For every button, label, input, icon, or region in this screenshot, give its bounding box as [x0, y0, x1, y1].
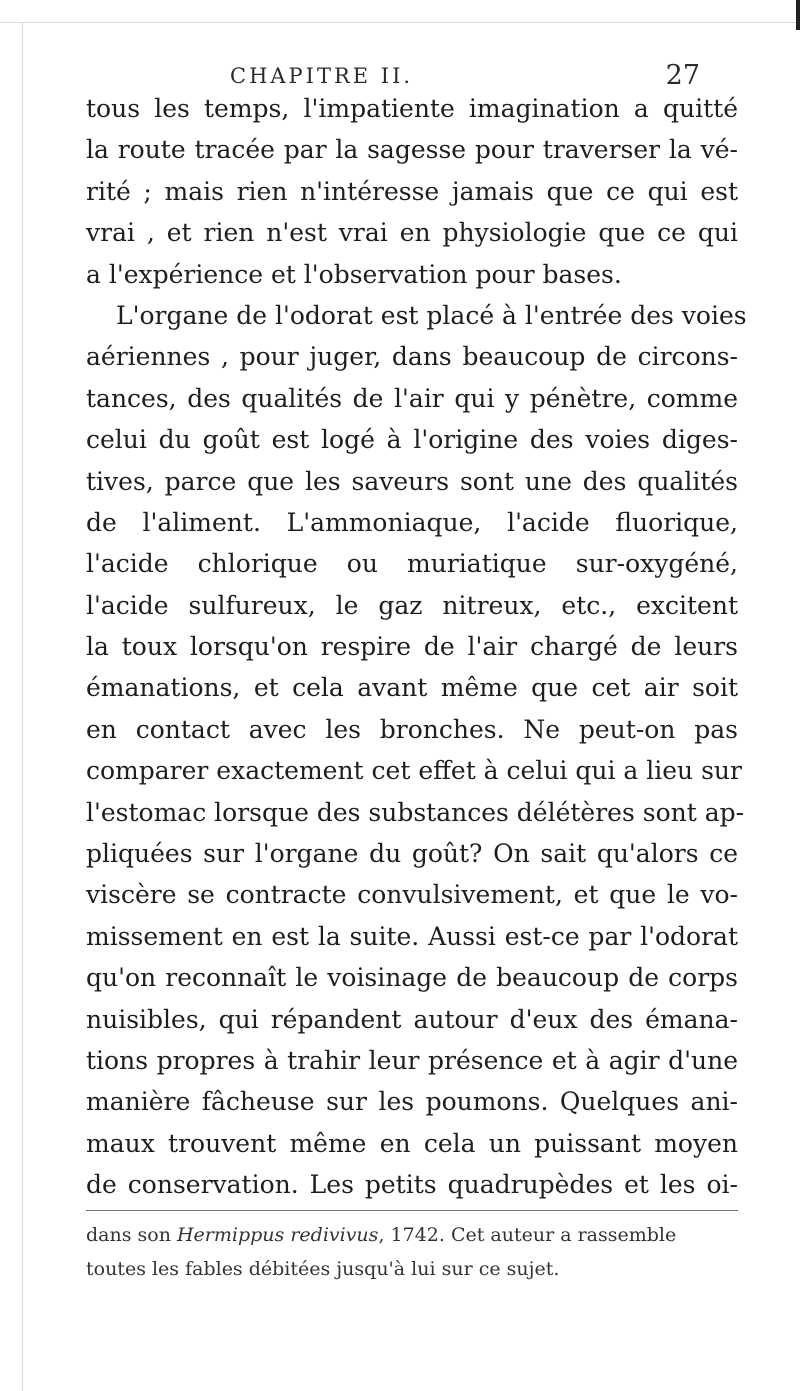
text-line: aériennes , pour juger, dans beaucoup de circons- [86, 342, 738, 372]
text-line: viscère se contracte convulsivement, et que le vo- [86, 880, 738, 910]
footnote-prefix: dans son [86, 1224, 177, 1246]
text-line: de l'aliment. L'ammoniaque, l'acide fluorique, [86, 507, 738, 537]
footnote-line-2: toutes les fables débitées jusqu'à lui sur ce sujet. [86, 1258, 560, 1280]
text-line: missement en est la suite. Aussi est-ce par l'odorat [86, 921, 738, 951]
text-line: la route tracée par la sagesse pour traverser la vé- [86, 135, 738, 165]
text-line: vrai , et rien n'est vrai en physiologie que ce qui [86, 218, 738, 248]
text-line: en contact avec les bronches. Ne peut-on pas [86, 714, 738, 744]
text-line: L'organe de l'odorat est placé à l'entrée des voies [116, 300, 747, 330]
text-line: de conservation. Les petits quadrupèdes et les oi- [86, 1170, 738, 1200]
text-line: rité ; mais rien n'intéresse jamais que ce qui est [86, 176, 738, 206]
page-number: 27 [665, 60, 700, 91]
text-line: la toux lorsqu'on respire de l'air chargé de leurs [86, 632, 738, 662]
text-line: l'acide sulfureux, le gaz nitreux, etc., excitent [86, 590, 738, 620]
text-line: émanations, et cela avant même que cet air soit [86, 673, 738, 703]
footnote [86, 1218, 738, 1286]
text-line: qu'on reconnaît le voisinage de beaucoup de corps [86, 963, 738, 993]
footnote-rule [86, 1210, 738, 1211]
page-edge-top [0, 0, 800, 23]
text-line: tous les temps, l'impatiente imagination a quitté [86, 94, 738, 123]
text-line: pliquées sur l'organe du goût? On sait qu'alors ce [86, 839, 738, 869]
chapter-title: CHAPITRE II. [230, 64, 414, 88]
page-edge-right [796, 0, 800, 30]
text-line: manière fâcheuse sur les poumons. Quelques ani- [86, 1087, 738, 1117]
footnote-rest: , 1742. Cet auteur a rassemble [378, 1224, 677, 1246]
text-line: tances, des qualités de l'air qui y pénètre, comme [86, 383, 738, 413]
text-line: maux trouvent même en cela un puissant moyen [86, 1128, 738, 1158]
footnote-book-title: Hermippus redivivus [176, 1224, 379, 1246]
text-line: tions propres à trahir leur présence et à agir d'une [86, 1045, 738, 1075]
text-line: comparer exactement cet effet à celui qui a lieu sur [86, 756, 742, 786]
text-line: tives, parce que les saveurs sont une des qualités [86, 466, 738, 496]
body-text [86, 88, 747, 1206]
text-line: nuisibles, qui répandent autour d'eux des émana- [86, 1004, 738, 1034]
page-edge-left [0, 22, 23, 1391]
text-line: celui du goût est logé à l'origine des voies diges- [86, 425, 738, 455]
text-line: a l'expérience et l'observation pour bases. [86, 259, 622, 289]
footnote-line [86, 1218, 738, 1252]
text-line: l'estomac lorsque des substances délétères sont ap- [86, 797, 745, 827]
text-line: l'acide chlorique ou muriatique sur-oxygéné, [86, 549, 738, 579]
